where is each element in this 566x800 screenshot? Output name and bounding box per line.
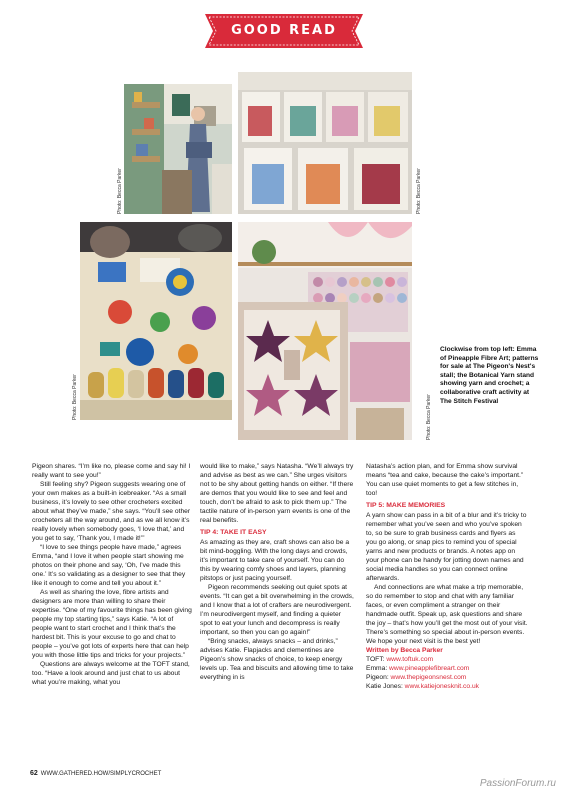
link-line — [366, 664, 528, 673]
link-label: TOFT: — [366, 656, 387, 664]
link-url[interactable]: www.katiejonesknit.co.uk — [404, 683, 480, 691]
photo-pattern-stall — [238, 72, 412, 214]
paragraph: Still feeling shy? Pigeon suggests wearing one of your own makes as a built-in icebreaker. “As a small business, it’s lovely to see other crocheters excited about what they’ve made,” she says. “You’ll see other crocheters all the way around, and as we all know it’s really lovely when somebody goes, ‘I love that,’ and you get to say, ‘Thank you, I made it!’” — [32, 481, 191, 543]
tip-heading: TIP 5: MAKE MEMORIES — [366, 502, 446, 510]
footer-url: WWW.GATHERED.HOW/SIMPLYCROCHET — [40, 771, 162, 777]
photo-caption: Clockwise from top left: Emma of Pineapple Fibre Art; patterns for sale at The Pigeon's Nest's stall; the Botanical Yarn stand showing yarn and crochet; a collaborative craft activity at The Stitch Festival — [440, 346, 539, 405]
paragraph: “I love to see things people have made,” agrees Emma, “and I love it when people start showing me photos on their phone and say, ‘Oh, I’ve made this one.’ It’s so validating as a designer to see that they like it enough to come and tell you about it.” — [32, 544, 186, 588]
paragraph: And connections are what make a trip memorable, so do remember to stop and chat with any familiar faces, or even compliment a stranger on their handmade outfit. Speak up, ask questions and share the joy – that’s how you’ll get the most out of your visit. There’s something so special about in-person events. We hope your next visit is the best yet! — [366, 584, 528, 646]
photo-credit: Photo: Becca Parker — [426, 394, 432, 440]
paragraph: Natasha’s action plan, and for Emma show survival means “tea and cake, because the cake’s important.” You can use quiet moments to get a few stitches in, too! — [366, 463, 524, 498]
link-line — [366, 682, 528, 691]
page-number: 62 — [30, 770, 38, 777]
photo-emma-stand — [124, 84, 232, 214]
link-line — [366, 655, 528, 664]
link-url[interactable]: www.thepigeonsnest.com — [390, 674, 467, 682]
link-label: Emma: — [366, 665, 390, 673]
tip-heading: TIP 4: TAKE IT EASY — [200, 529, 267, 537]
photo-credit: Photo: Becca Parker — [416, 168, 422, 214]
watermark: PassionForum.ru — [479, 778, 556, 789]
byline: Written by Becca Parker — [366, 647, 443, 655]
page-footer — [30, 770, 161, 777]
link-label: Pigeon: — [366, 674, 391, 682]
link-line — [366, 673, 528, 682]
paragraph: Questions are always welcome at the TOFT stand, too. “Have a look around and just chat to us about what you’re making, what you — [32, 661, 190, 687]
link-url[interactable]: www.pineapplefibreart.com — [389, 665, 470, 673]
paragraph: “Bring snacks, always snacks – and drinks,” advises Katie. Flapjacks and clementines are Pigeon’s show snacks of choice, to keep energy levels up. Tea and biscuits and allowing time to take everything in is — [200, 638, 354, 682]
paragraph: As amazing as they are, craft shows can also be a bit mind-boggling. With the long days and crowds, it’s important to take care of yourself. You can do this by wearing comfy shoes and layers, planning pitstops or just pacing yourself. — [200, 539, 350, 583]
paragraph: would like to make,” says Natasha. “We’ll always try and advise as best as we can.” She urges visitors not to be shy about getting hands on either. “If there are demos that you would like to see and feel and touch, don’t be afraid to ask to pick them up.” The tactile nature of in-person yarn events is one of the real benefits. — [200, 463, 354, 525]
article-column-3 — [366, 462, 528, 691]
link-url[interactable]: www.toftuk.com — [386, 656, 434, 664]
photo-botanical-yarn-stand — [238, 222, 412, 440]
article-column-2 — [200, 462, 355, 682]
photo-credit: Photo: Becca Parker — [72, 374, 78, 420]
section-banner — [205, 14, 363, 48]
article-column-1 — [32, 462, 192, 687]
paragraph: As well as sharing the love, fibre artists and designers are more than willing to share their expertise. “One of my favourite things has been giving people my top starting tips,” says Katie. “A lot of people want to start crochet and I think that’s the hardest bit. This is your excuse to go and chat to people – you’ve got lots of experts here that can help you with those little tips and tricks for your projects.” — [32, 589, 192, 660]
photo-credit: Photo: Becca Parker — [117, 168, 123, 214]
paragraph: Pigeon recommends seeking out quiet spots at events. “It can get a bit overwhelming in the crowds, and I know that a lot of crafters are neurodivergent. I’m neurodivergent myself, and finding a quieter spot to eat your lunch and decompress is really important, so then you can go again!” — [200, 584, 354, 637]
link-label: Katie Jones: — [366, 683, 405, 691]
photo-craft-activity — [80, 222, 232, 420]
paragraph: A yarn show can pass in a bit of a blur and it’s tricky to remember what you’ve seen and who you’ve spoken to, so be sure to grab business cards and flyers as you go along, or snap pics to remind you of special yarns and new products or brands. A notes app on your phone can be handy for jotting down names and social media handles so you can connect online afterwards. — [366, 512, 527, 583]
banner-title: GOOD READ — [231, 23, 337, 38]
paragraph: Pigeon shares. “I’m like no, please come and say hi! I really want to see you!” — [32, 463, 191, 480]
